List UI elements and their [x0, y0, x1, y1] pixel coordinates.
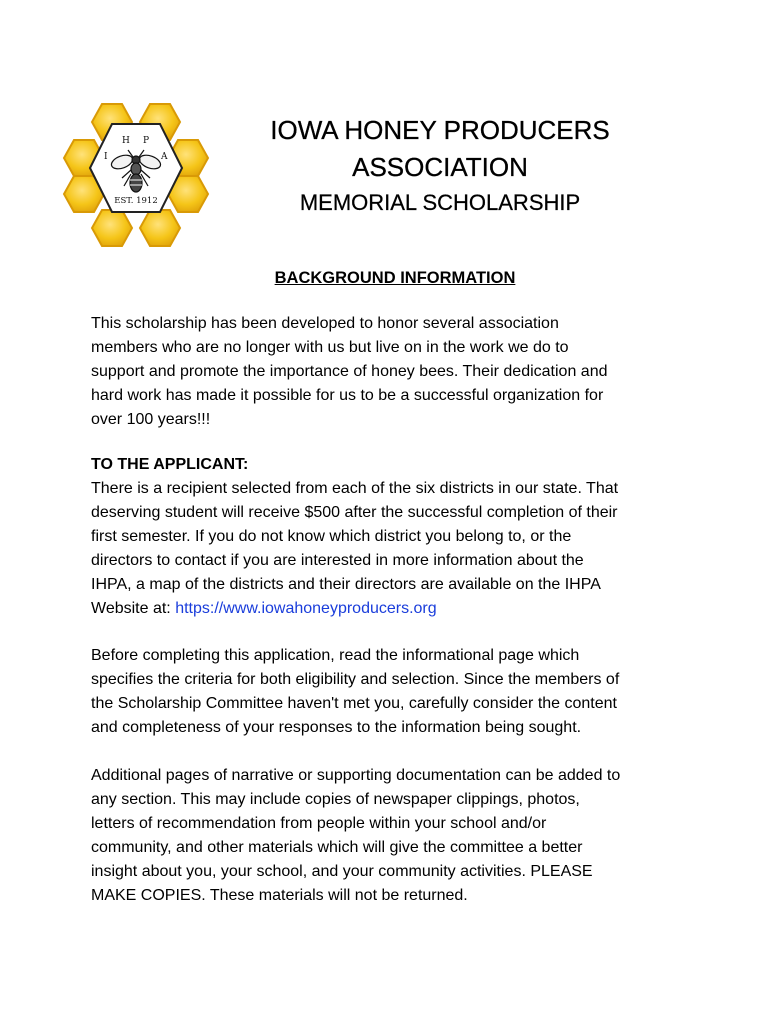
honeycomb-cell-bottom-right: [140, 210, 180, 246]
seal-letter-h: H: [122, 136, 130, 146]
honeycomb-cell-bottom-left: [92, 210, 132, 246]
background-paragraph: This scholarship has been developed to honor several association members who are no longer with us but live on in the work we do to support and promote the importance of honey bees. Their dedication and hard work has made it possible for us to be a successful organization for over 100 years!!!: [91, 315, 608, 428]
subtitle: MEMORIAL SCHOLARSHIP: [299, 190, 581, 215]
applicant-paragraph-3: Additional pages of narrative or supporting documentation can be added to any section. This may include copies of newspaper clippings, photos, letters of recommendation from people within your school and/or community, and other materials which will give the committee a better insight about you, your school, and your community activities. PLEASE MAKE COPIES. These materials will not be returned.: [91, 767, 621, 904]
applicant-heading: TO THE APPLICANT:: [91, 456, 249, 473]
seal-letter-i: I: [104, 152, 108, 162]
website-link[interactable]: https://www.iowahoneyproducers.org: [175, 600, 437, 617]
seal-letter-a: A: [161, 152, 168, 162]
seal-letter-p: P: [143, 136, 150, 146]
seal-est-text: EST. 1912: [114, 196, 158, 206]
applicant-paragraph-2: Before completing this application, read the informational page which specifies the criteria for both eligibility and selection. Since the members of the Scholarship Committee haven't met you, carefully consider the content and completeness of your responses to the information being sought.: [91, 647, 620, 736]
title-line-1: IOWA HONEY PRODUCERS: [270, 115, 610, 145]
applicant-paragraph-1: [91, 477, 691, 621]
ihpa-logo: [60, 102, 212, 250]
background-heading: BACKGROUND INFORMATION: [274, 269, 516, 287]
title-line-2: ASSOCIATION: [352, 152, 528, 182]
applicant-paragraph-1-text: There is a recipient selected from each of the six districts in our state. That deserving student will receive $500 after the successful completion of their first semester. If you do not know which district you belong to, or the directors to contact if you are interested in more information about the IHPA, a map of the districts and their directors are available on the IHPA Website at:: [91, 480, 619, 617]
